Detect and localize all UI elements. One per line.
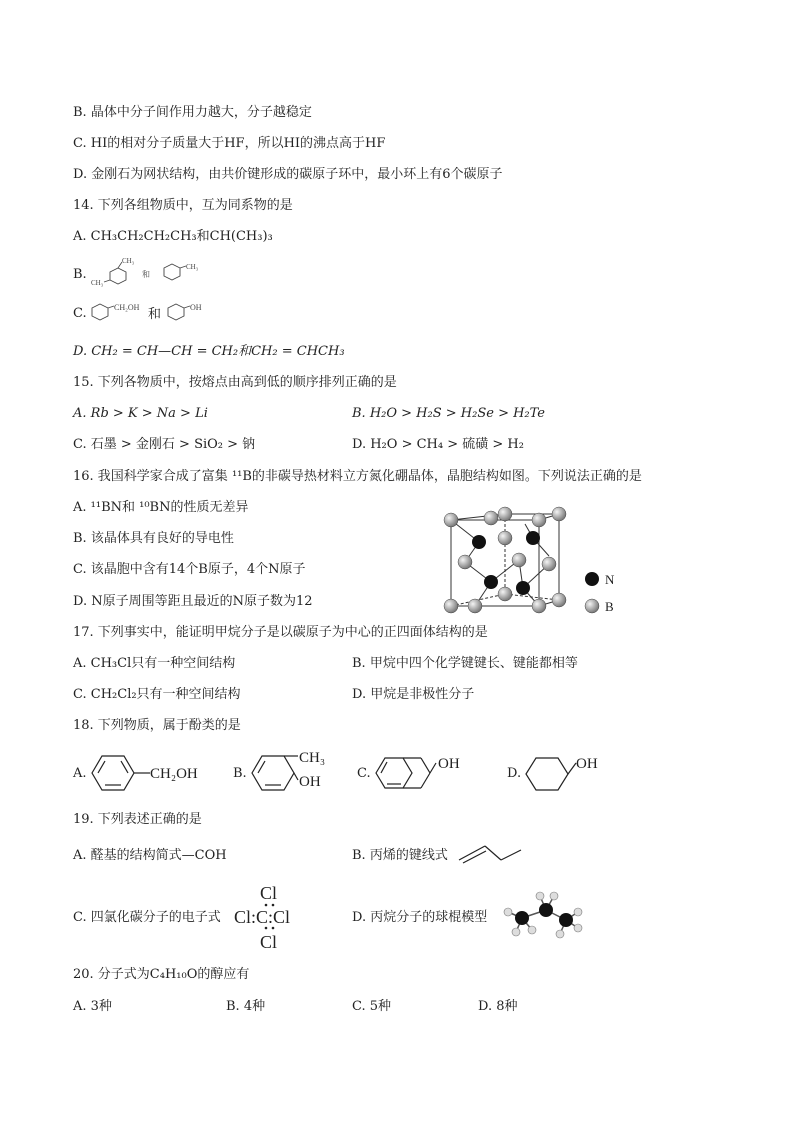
q20-option-b: B. 4种 — [226, 999, 266, 1014]
b-atom — [468, 599, 482, 613]
ccl4-electron-formula — [232, 878, 314, 952]
q16-option-a: A. ¹¹BN和 ¹⁰BN的性质无差异 — [73, 500, 249, 515]
q13-option-b: B. 晶体中分子间作用力越大，分子越稳定 — [73, 105, 312, 120]
q17-option-c: C. CH₂Cl₂只有一种空间结构 — [73, 687, 241, 702]
b-atom — [498, 531, 512, 545]
ch3-label: CH₃ — [91, 279, 104, 287]
and-label: 和 — [142, 270, 150, 279]
b-atom — [484, 511, 498, 525]
q14-option-c-structures — [90, 298, 210, 326]
cl-middle-row: Cl:C:Cl — [234, 907, 291, 927]
b-atom — [552, 507, 566, 521]
q16-option-d: D. N原子周围等距且最近的N原子数为12 — [73, 594, 313, 609]
cl-bottom: Cl — [260, 932, 278, 952]
q19-option-a: A. 醛基的结构简式—COH — [73, 848, 227, 863]
q17-option-b: B. 甲烷中四个化学键键长、键能都相等 — [352, 656, 578, 671]
toluene-ring — [164, 264, 180, 280]
legend-n-label: N — [605, 572, 615, 587]
q17-option-a: A. CH₃Cl只有一种空间结构 — [73, 656, 236, 671]
ch2oh-label: CH₂OH — [150, 766, 198, 782]
ch3-label: CH₃ — [186, 263, 199, 271]
q19-stem: 19. 下列表述正确的是 — [73, 812, 202, 827]
q14-option-a: A. CH₃CH₂CH₂CH₃和CH(CH₃)₃ — [73, 229, 273, 244]
oh-label: OH — [438, 756, 460, 772]
cyclohexanol-structure — [522, 750, 612, 798]
q20-option-d: D. 8种 — [478, 999, 518, 1014]
q14-option-c-prefix: C. — [73, 306, 87, 321]
benzyl-alcohol-structure — [88, 752, 218, 794]
q13-option-c: C. HI的相对分子质量大于HF，所以HI的沸点高于HF — [73, 136, 386, 151]
q13-option-d: D. 金刚石为网状结构，由共价键形成的碳原子环中，最小环上有6个碳原子 — [73, 167, 503, 182]
q17-option-d: D. 甲烷是非极性分子 — [352, 687, 475, 702]
q18-option-b-label: B. — [233, 766, 247, 781]
n-atom — [484, 575, 498, 589]
q18-option-c-label: C. — [357, 766, 371, 781]
b-atom — [458, 555, 472, 569]
q16-stem: 16. 我国科学家合成了富集 ¹¹B的非碳导热材料立方氮化硼晶体，晶胞结构如图。下列说法正确的是 — [73, 469, 642, 484]
q20-option-a: A. 3种 — [73, 999, 112, 1014]
q18-option-a-label: A. — [73, 766, 87, 781]
q19-option-c: C. 四氯化碳分子的电子式 — [73, 910, 221, 925]
oh-label: OH — [299, 774, 321, 790]
q14-stem: 14. 下列各组物质中，互为同系物的是 — [73, 198, 293, 213]
legend-b-marker — [585, 599, 599, 613]
phenol-ring — [168, 304, 184, 320]
legend-n-marker — [585, 572, 599, 586]
and-label: 和 — [148, 306, 162, 321]
q14-option-d: D. CH₂ = CH—CH = CH₂和CH₂ = CHCH₃ — [73, 344, 345, 359]
q16-option-b: B. 该晶体具有良好的导电性 — [73, 531, 234, 546]
q14-option-b-prefix: B. — [73, 267, 87, 282]
b-atom — [532, 599, 546, 613]
q20-option-c: C. 5种 — [352, 999, 392, 1014]
q15-option-c: C. 石墨 > 金刚石 > SiO₂ > 钠 — [73, 437, 256, 452]
n-atom — [526, 531, 540, 545]
b-atom — [542, 557, 556, 571]
b-atom — [498, 507, 512, 521]
b-atom — [512, 553, 526, 567]
b-atom — [532, 513, 546, 527]
b-atom — [444, 513, 458, 527]
oh-label: OH — [190, 303, 202, 312]
boron-nitride-unit-cell — [435, 502, 625, 620]
q20-stem: 20. 分子式为C₄H₁₀O的醇应有 — [73, 967, 250, 982]
propane-ball-stick-model — [498, 890, 588, 940]
n-atom — [472, 535, 486, 549]
q18-stem: 18. 下列物质，属于酚类的是 — [73, 718, 241, 733]
b-atom — [552, 593, 566, 607]
ch2oh-label: CH₂OH — [114, 303, 140, 312]
q18-option-d-label: D. — [507, 766, 522, 781]
q19-option-d: D. 丙烷分子的球棍模型 — [352, 910, 488, 925]
q15-option-d: D. H₂O > CH₄ > 硫磺 > H₂ — [352, 437, 524, 452]
tetrahydronaphthol-structure — [372, 750, 482, 796]
oh-label: OH — [576, 756, 598, 772]
q19-option-b: B. 丙烯的键线式 — [352, 848, 448, 863]
q15-option-b: B. H₂O > H₂S > H₂Se > H₂Te — [352, 406, 546, 421]
xylene-bond — [104, 280, 110, 282]
propene-skeletal-formula — [455, 840, 525, 866]
q15-stem: 15. 下列各物质中，按熔点由高到低的顺序排列正确的是 — [73, 375, 397, 390]
q14-option-b-structures — [90, 254, 220, 290]
o-cresol-structure — [248, 748, 348, 798]
legend-b-label: B — [605, 599, 614, 614]
ch3-label: CH₃ — [299, 750, 326, 766]
n-atom — [516, 581, 530, 595]
q15-option-a: A. Rb > K > Na > Li — [73, 406, 208, 421]
benzyl-ring — [92, 304, 108, 320]
q16-option-c: C. 该晶胞中含有14个B原子，4个N原子 — [73, 562, 306, 577]
b-atom — [498, 587, 512, 601]
ch3-label: CH₃ — [122, 257, 135, 265]
b-atom — [444, 599, 458, 613]
q17-stem: 17. 下列事实中，能证明甲烷分子是以碳原子为中心的正四面体结构的是 — [73, 625, 488, 640]
cl-top: Cl — [260, 883, 278, 903]
xylene-ring — [110, 268, 126, 284]
